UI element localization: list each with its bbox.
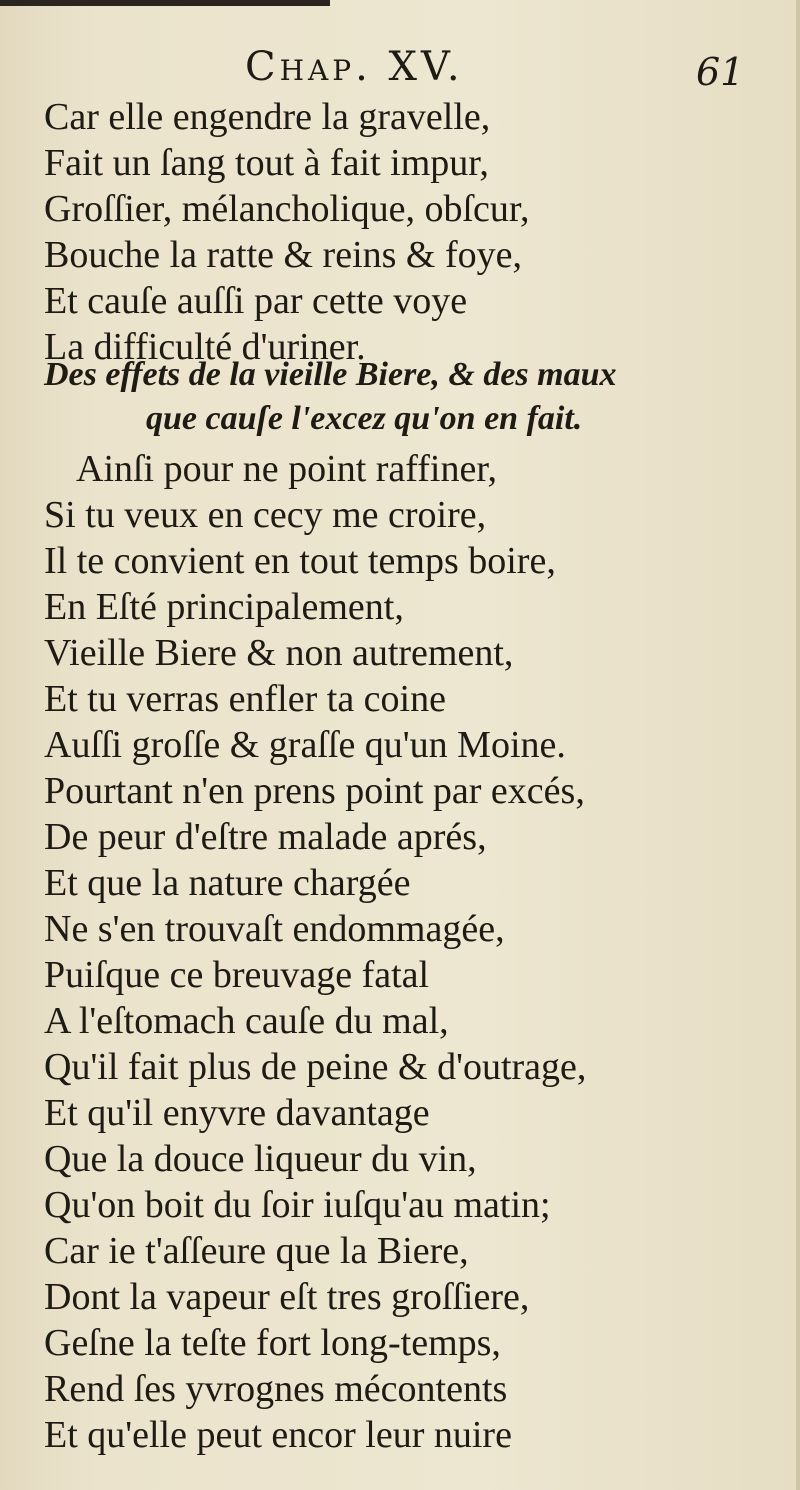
- verse-line: Rend ſes yvrognes mécontents: [44, 1368, 508, 1410]
- verse-line: Si tu veux en cecy me croire,: [44, 494, 487, 536]
- verse-line: Ainſi pour ne point raffiner,: [76, 448, 497, 490]
- verse-line: Et tu verras enfler ta coine: [44, 678, 446, 720]
- verse-line: Qu'il fait plus de peine & d'outrage,: [44, 1046, 587, 1088]
- verse-line: La difficulté d'uriner.: [44, 326, 366, 368]
- verse-line: Et qu'elle peut encor leur nuire: [44, 1414, 512, 1456]
- verse-line: Car ie t'aſſeure que la Biere,: [44, 1230, 469, 1272]
- verse-line: Que la douce liqueur du vin,: [44, 1138, 477, 1180]
- verse-line: Car elle engendre la gravelle,: [44, 96, 491, 138]
- page-top-shadow: [0, 0, 330, 6]
- verse-line: En Eſté principalement,: [44, 586, 404, 628]
- verse-line: Puiſque ce breuvage fatal: [44, 954, 430, 996]
- verse-line: Dont la vapeur eſt tres groſſiere,: [44, 1276, 530, 1318]
- verse-line: Bouche la ratte & reins & foye,: [44, 234, 523, 276]
- verse-line: Et que la nature chargée: [44, 862, 411, 904]
- verse-line: Pourtant n'en prens point par excés,: [44, 770, 585, 812]
- verse-line: A l'eſtomach cauſe du mal,: [44, 1000, 449, 1042]
- page-number: 61: [696, 50, 745, 94]
- verse-line: Fait un ſang tout à fait impur,: [44, 142, 489, 184]
- running-title: Chap. XV.: [245, 44, 464, 90]
- verse-line: Il te convient en tout temps boire,: [44, 540, 556, 582]
- verse-line: Et cauſe auſſi par cette voye: [44, 280, 468, 322]
- section-rubric-line-2: que cauſe l'excez qu'on en fait.: [146, 400, 583, 437]
- verse-line: Qu'on boit du ſoir iuſqu'au matin;: [44, 1184, 551, 1226]
- verse-line: Vieille Biere & non autrement,: [44, 632, 514, 674]
- verse-line: Groſſier, mélancholique, obſcur,: [44, 188, 530, 230]
- page-right-edge: [796, 0, 800, 1490]
- verse-line: De peur d'eſtre malade aprés,: [44, 816, 487, 858]
- verse-line: Et qu'il enyvre davantage: [44, 1092, 430, 1134]
- verse-line: Ne s'en trouvaſt endommagée,: [44, 908, 505, 950]
- section-rubric-line-1: Des effets de la vieille Biere, & des maux: [44, 356, 617, 393]
- verse-line: Geſne la teſte fort long-temps,: [44, 1322, 501, 1364]
- verse-line: Auſſi groſſe & graſſe qu'un Moine.: [44, 724, 566, 766]
